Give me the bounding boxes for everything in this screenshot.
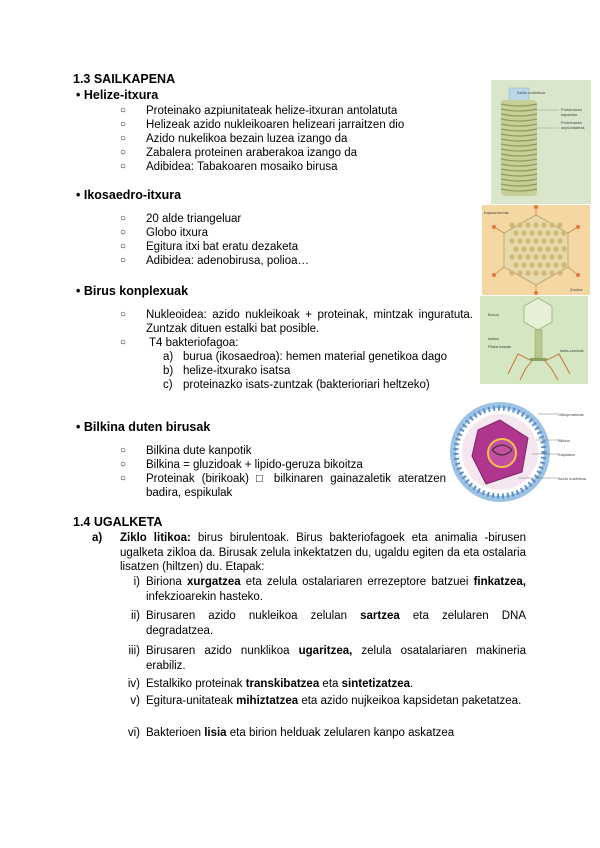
list-item: ○ Helizeak azido nukleikoaren helizeari jarraitzen dio [120,119,405,131]
list-item: ○ Nukleoidea: azido nukleikoak + proteinak, mintzak inguratuta. Zuntzak dituen estalki bat posible. [120,309,473,335]
list-item: ○ Adibidea: Tabakoaren mosaiko birusa [120,161,338,173]
list-item: c) proteinazko isats-zuntzak (bakterioriari heltzeko) [163,379,430,391]
list-item: i) Biriona xurgatzea eta zelula ostalariaren errezeptore batzuei finkatzea, infekzioarekin hasteko. [133,576,526,603]
t4-phage-figure [480,296,588,384]
list-item: ○ Globo itxura [120,227,209,239]
heading-konplexuak: • Birus konplexuak [76,284,189,298]
list-item: ○ Egitura itxi bat eratu dezaketa [120,241,299,253]
heading-ikosaedro: • Ikosaedro-itxura [76,188,182,202]
list-item: iv) Estalkiko proteinak transkibatzea eta sintetizatzea. [127,678,414,690]
list-item: ○ Bilkina = gluzidoak + lipido-geruza bikoitza [120,459,363,471]
section-title-sailkapena: 1.3 SAILKAPENA [73,72,176,86]
env-label-nucleic: Azido nukleikoa [558,476,587,481]
list-item: ○ Zabalera proteinen araberakoa izango da [120,147,357,159]
env-label-capsid: Kapsidea [558,452,575,457]
t4-label-fibers: Isats-zuntzak [560,348,584,353]
helical-virus-figure [491,80,591,204]
list-item: ○ Proteinak (birikoak) □ bilkinaren gainazaletik ateratzen badira, espikulak [120,473,446,499]
icosa-label-fiber: Zuntza [570,287,583,292]
env-label-envelope: Bilkina [558,438,570,443]
list-item: ○ 20 alde triangeluar [120,213,242,225]
list-item: b) helize-itxurako isatsa [163,365,291,377]
ziklo-litikoa-paragraph: a) Ziklo litikoa: birus birulentoak. Birus bakteriofagoek eta animalia -birusen ugalketa zikloa da. Birusak zelula inkektatzen du, ugaldu egiten da eta ostalaria lisatzen (hiltzen) du. Etapak: [92,532,527,573]
helix-label-nucleic: Azido nukleikoa [517,90,546,95]
enveloped-virus-figure [446,398,592,506]
env-label-glyco: Glikoproteinak [558,412,584,417]
list-item: ○ Adibidea: adenobirusa, polioa… [120,255,310,267]
list-item: ii) Birusaren azido nukleikoa zelulan sartzea eta zelularen DNA degradatzea. [131,610,526,637]
heading-bilkina: • Bilkina duten birusak [76,420,211,434]
icosa-label-capsomere: Kapsomeroak [484,210,509,215]
list-item: v) Egitura-unitateak mihiztatzea eta azido nujkeikoa kapsidetan paketatzea. [130,695,522,707]
list-item: ○ Azido nukelikoa bezain luzea izango da [120,133,348,145]
list-item: vi) Bakterioen lisia eta birion helduak zelularen kanpo askatzea [127,727,455,739]
heading-helize: • Helize-itxura [76,88,159,102]
list-item: ○ Bilkina dute kanpotik [120,445,252,457]
section-title-ugalketa: 1.4 UGALKETA [73,515,163,529]
list-item: ○ T4 bakteriofagoa: [120,337,239,349]
t4-label-plate: Plaka basala [488,344,511,349]
list-item: ○ Proteinako azpiunitateak helize-itxuran antolatuta [120,105,398,117]
helix-label-capsid: Proteinazko kapsidea [561,107,583,117]
list-item: iii) Birusaren azido nunklikoa ugaritzea, zelula osatalariaren makineria erabiliz. [128,645,527,672]
icosahedral-virus-figure [482,205,590,295]
list-item: a) burua (ikosaedroa): hemen material genetikoa dago [163,351,448,363]
t4-label-head: Burua [488,312,499,317]
t4-label-tail: Isatsa [488,336,499,341]
icosahedral-virus-illustration [482,205,590,295]
helix-label-subunits: Proteinazko azpiunitateak [561,120,585,130]
helical-virus-illustration [491,80,591,204]
